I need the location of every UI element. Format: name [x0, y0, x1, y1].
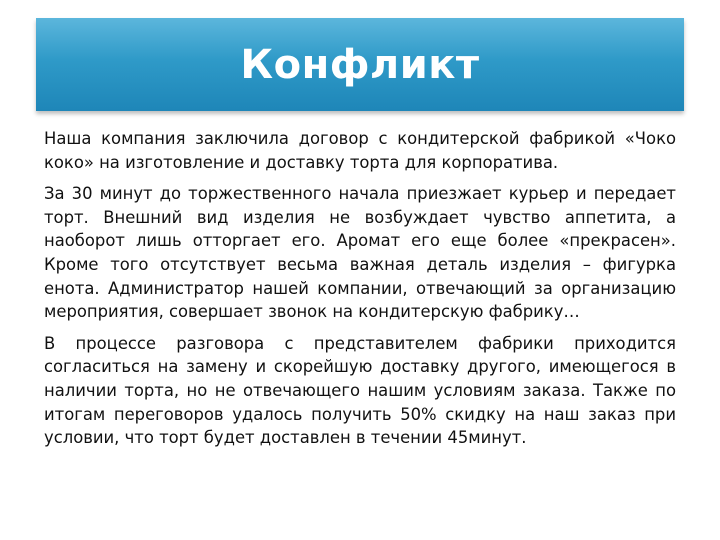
- paragraph-negotiation: В процессе разговора с представителем фабрики приходится согласиться на замену и скорейшую доставку другого, имеющегося в наличии торта, но не отвечающего нашим условиям заказа. Также по итогам переговоров удалось получить 50% скидку на наш заказ при условии, что торт будет доставлен в течении 45минут.: [44, 333, 676, 448]
- slide-body: [44, 127, 676, 450]
- paragraph-contract: Наша компания заключила договор с кондитерской фабрикой «Чоко коко» на изготовление и доставку торта для корпоратива.: [44, 129, 676, 172]
- paragraph-delivery: За 30 минут до торжественного начала приезжает курьер и передает торт. Внешний вид изделия не возбуждает чувство аппетита, а наоборот лишь отторгает его. Аромат его еще более «прекрасен». Кроме того отсутствует весьма важная деталь изделия – фигурка енота. Администратор нашей компании, отвечающий за организацию мероприятия, совершает звонок на кондитерскую фабрику…: [44, 184, 676, 322]
- title-banner: [36, 18, 684, 111]
- slide-title: Конфликт: [240, 41, 480, 88]
